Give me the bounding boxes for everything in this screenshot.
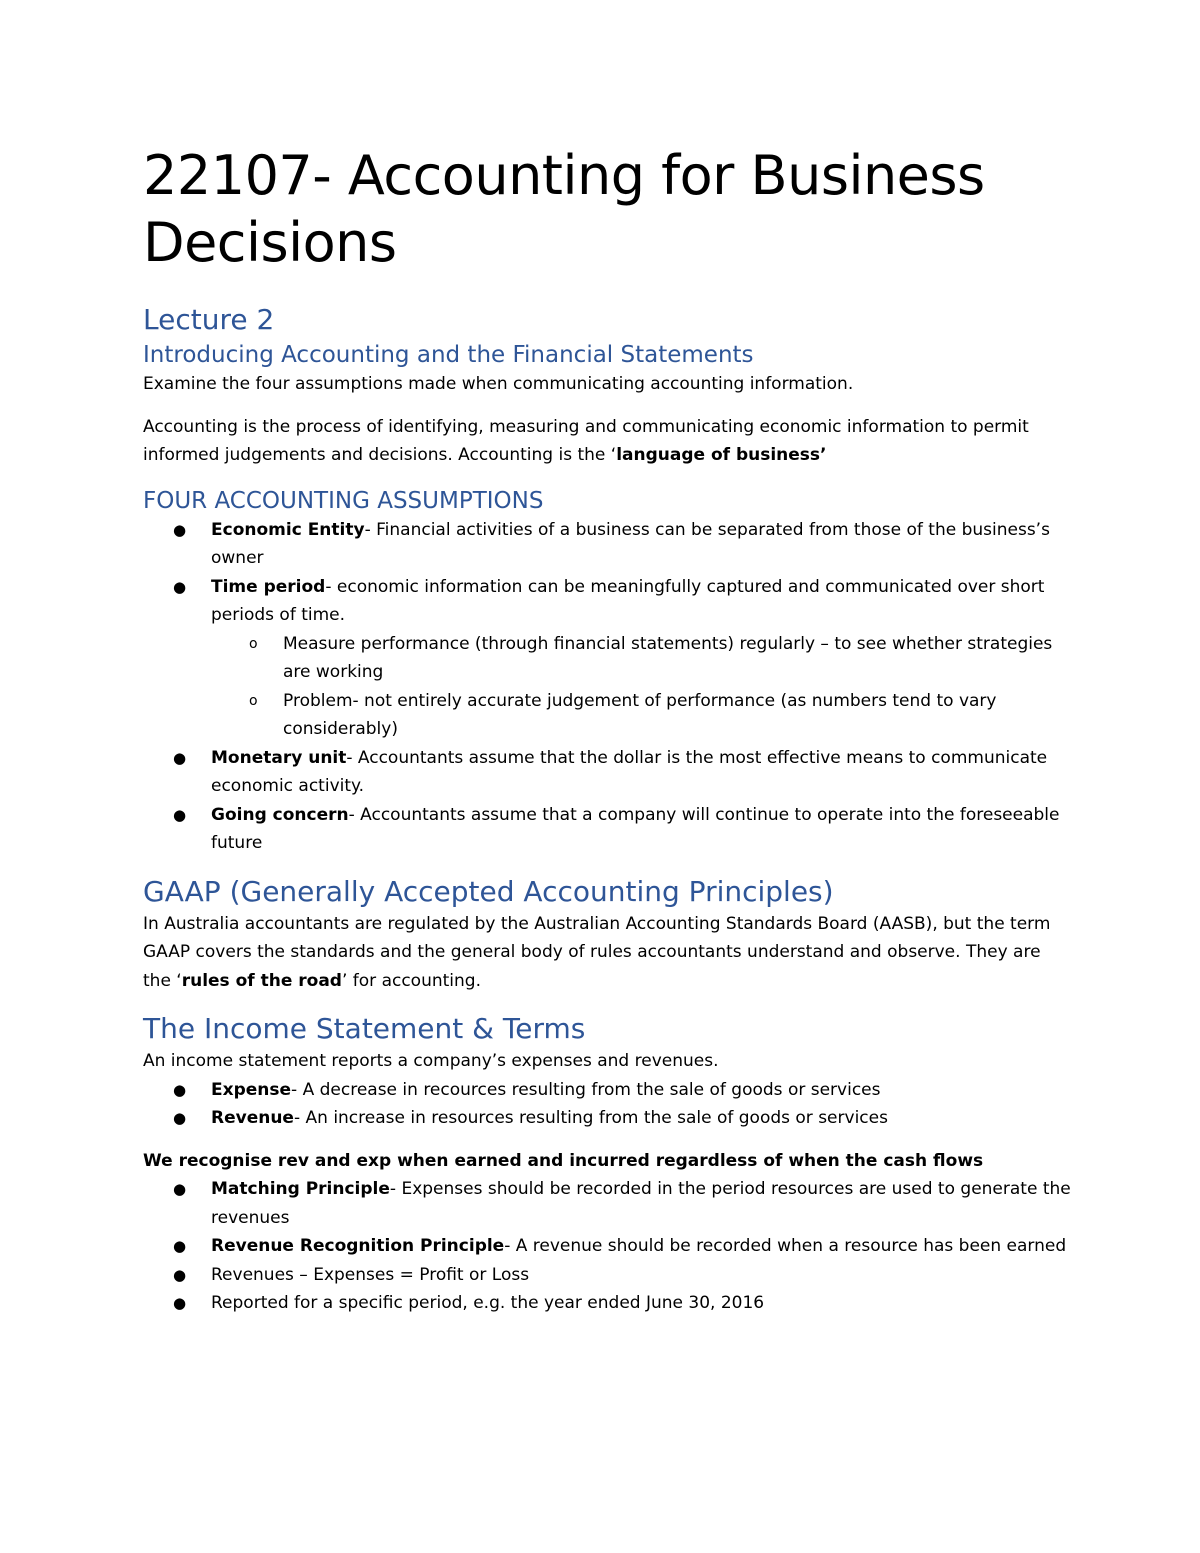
list-item (143, 573, 1073, 744)
gaap-text-end: ’ for accounting. (341, 970, 481, 991)
income-term: Expense (211, 1079, 292, 1100)
list-item (143, 1175, 1073, 1232)
lecture-heading: Lecture 2 (143, 303, 275, 336)
sub-bullet-icon: o (249, 635, 258, 652)
assumption-text: - Accountants assume that a company will continue to operate into the foreseeable future (211, 804, 1060, 853)
document-title: 22107- Accounting for Business Decisions (143, 144, 985, 274)
list-item (143, 1104, 1073, 1133)
recognise-note (143, 1147, 1073, 1176)
language-of-business: language of business’ (616, 445, 827, 465)
assumption-text: - economic information can be meaningfully captured and communicated over short periods of time. (211, 576, 1045, 625)
gaap-text-start: In Australia accountants are regulated by the Australian Accounting Standards Board (AASB), but the term GAAP covers the standards and the general body of rules accountants understand and observe. They are the ‘ (143, 913, 1051, 991)
list-item (143, 1076, 1073, 1105)
list-item (143, 801, 1073, 858)
income-term: Revenue (211, 1108, 294, 1128)
intro-subtitle: Examine the four assumptions made when communicating accounting information. (143, 374, 854, 394)
income-term-text: - A decrease in recources resulting from the sale of goods or services (291, 1079, 881, 1100)
bullet-icon: ● (173, 805, 187, 824)
assumption-term: Economic Entity (211, 519, 365, 540)
income-term-text: - An increase in resources resulting from the sale of goods or services (293, 1108, 888, 1128)
list-item (143, 1289, 1073, 1318)
assumption-term: Monetary unit (211, 747, 347, 768)
assumptions-list (143, 516, 1073, 858)
time-period-sublist (211, 630, 1073, 744)
accounting-definition-text: Accounting is the process of identifying, measuring and communicating economic information to permit informed judgements and decisions. Accounting is the ‘ (143, 416, 1029, 465)
assumption-term: Time period (211, 576, 326, 597)
principle-text: Revenues – Expenses = Profit or Loss (211, 1264, 530, 1285)
intro-heading: Introducing Accounting and the Financial Statements (143, 342, 754, 368)
sub-list-item (211, 630, 1073, 687)
list-item (143, 744, 1073, 801)
gaap-text (143, 910, 1073, 996)
list-item (143, 516, 1073, 573)
principle-term: Revenue Recognition Principle (211, 1236, 505, 1256)
income-intro: An income statement reports a company’s expenses and revenues. (143, 1051, 719, 1071)
document-content (143, 142, 1073, 1318)
sub-bullet-icon: o (249, 692, 258, 709)
bullet-icon: ● (173, 1237, 187, 1255)
recognise-note-text: We recognise rev and exp when earned and incurred regardless of when the cash flows (143, 1150, 984, 1171)
income-heading: The Income Statement & Terms (143, 1012, 586, 1045)
list-item (143, 1232, 1073, 1261)
principles-list (143, 1175, 1073, 1318)
bullet-icon: ● (173, 1180, 187, 1198)
sub-item-text: Problem- not entirely accurate judgement of performance (as numbers tend to vary considerably) (283, 690, 997, 739)
principle-text: Reported for a specific period, e.g. the year ended June 30, 2016 (211, 1293, 765, 1313)
assumption-term: Going concern (211, 804, 349, 825)
principle-text: - A revenue should be recorded when a resource has been earned (504, 1236, 1067, 1256)
bullet-icon: ● (173, 1265, 187, 1284)
bullet-icon: ● (173, 520, 187, 539)
list-item (143, 1261, 1073, 1290)
bullet-icon: ● (173, 577, 187, 596)
sub-list-item (211, 687, 1073, 744)
principle-text: - Expenses should be recorded in the period resources are used to generate the revenues (211, 1179, 1071, 1228)
bullet-icon: ● (173, 1294, 187, 1312)
accounting-definition (143, 413, 1073, 470)
gaap-heading: GAAP (Generally Accepted Accounting Principles) (143, 874, 834, 908)
income-terms-list (143, 1076, 1073, 1133)
assumption-text: - Accountants assume that the dollar is the most effective means to communicate economic activity. (211, 747, 1048, 796)
assumptions-heading: FOUR ACCOUNTING ASSUMPTIONS (143, 487, 544, 514)
bullet-icon: ● (173, 1109, 187, 1127)
principle-term: Matching Principle (211, 1179, 390, 1199)
assumption-text: - Financial activities of a business can be separated from those of the business’s owner (211, 519, 1050, 568)
sub-item-text: Measure performance (through financial statements) regularly – to see whether strategies are working (283, 633, 1053, 682)
rules-of-the-road: rules of the road (181, 970, 342, 991)
bullet-icon: ● (173, 1080, 187, 1099)
bullet-icon: ● (173, 748, 187, 767)
